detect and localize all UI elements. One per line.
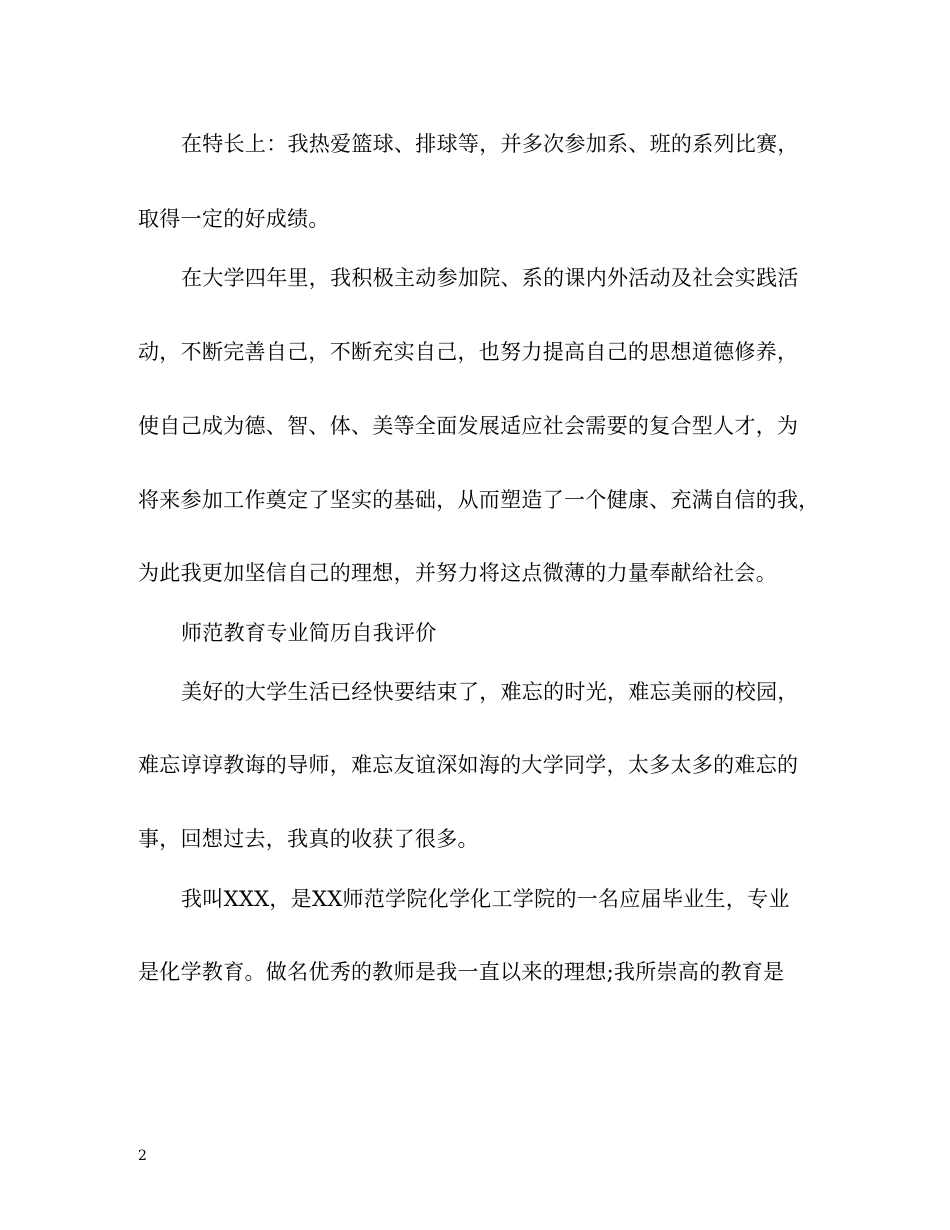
paragraph-line: 动，不断完善自己，不断充实自己，也努力提高自己的思想道德修养， (138, 340, 799, 364)
section-heading: 师范教育专业简历自我评价 (181, 621, 437, 645)
paragraph-line: 取得一定的好成绩。 (138, 207, 330, 231)
paragraph-line: 使自己成为德、智、体、美等全面发展适应社会需要的复合型人才，为 (138, 414, 799, 438)
page-number: 2 (138, 1148, 147, 1164)
paragraph-line: 在大学四年里，我积极主动参加院、系的课内外活动及社会实践活 (181, 266, 799, 290)
paragraph-line: 将来参加工作奠定了坚实的基础，从而塑造了一个健康、充满自信的我， (138, 488, 820, 512)
paragraph-line: 在特长上：我热爱篮球、排球等，并多次参加系、班的系列比赛， (181, 132, 799, 156)
paragraph-line: 事，回想过去，我真的收获了很多。 (138, 827, 479, 851)
paragraph-line: 是化学教育。做名优秀的教师是我一直以来的理想;我所崇高的教育是 (138, 960, 785, 984)
paragraph-line: 难忘谆谆教诲的导师，难忘友谊深如海的大学同学，太多太多的难忘的 (138, 753, 799, 777)
paragraph-line: 美好的大学生活已经快要结束了，难忘的时光，难忘美丽的校园， (181, 680, 799, 704)
paragraph-line: 我叫XXX，是XX师范学院化学化工学院的一名应届毕业生，专业 (181, 887, 790, 911)
paragraph-line: 为此我更加坚信自己的理想，并努力将这点微薄的力量奉献给社会。 (138, 561, 777, 585)
